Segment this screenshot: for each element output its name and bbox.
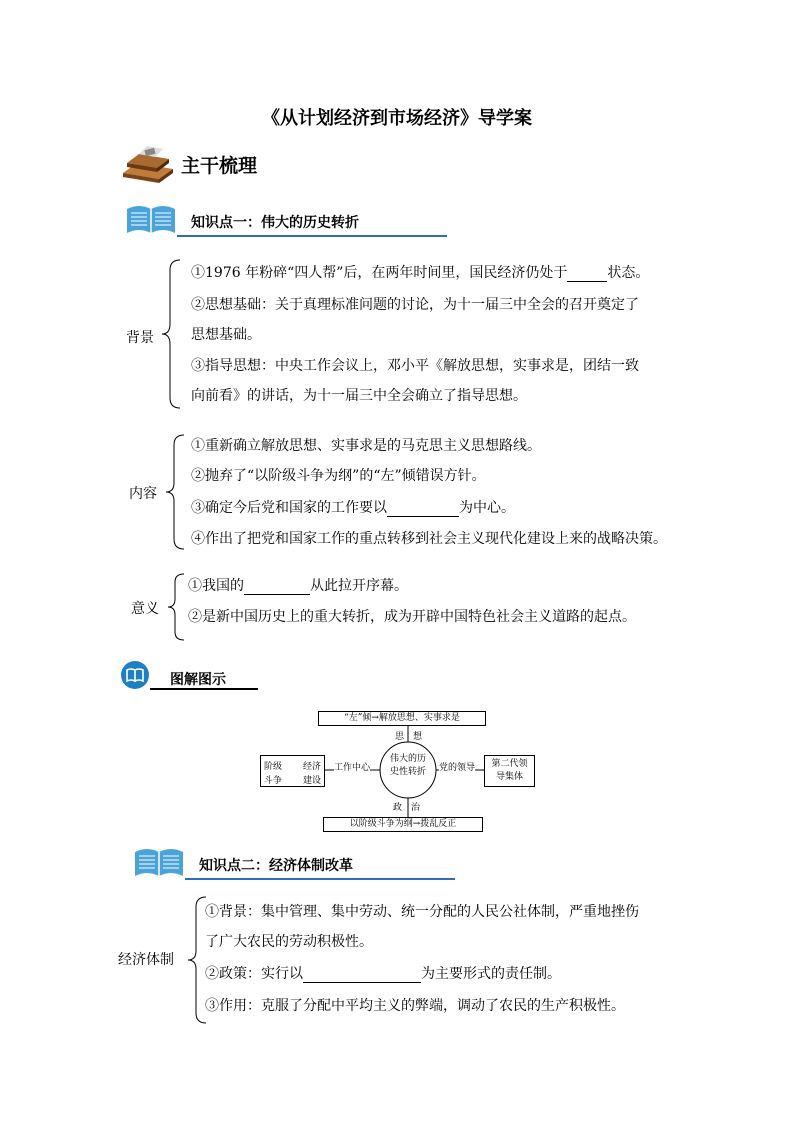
center-text-line-2: 史性转折 xyxy=(389,767,426,777)
background-line-3: 思想基础。 xyxy=(191,327,261,343)
content-line-3: ③确定今后党和国家的工作要以 为中心。 xyxy=(191,500,515,516)
background-line-5: 向前看》的讲话，为十一届三中全会确立了指导思想。 xyxy=(191,388,527,404)
content-label: 内容 xyxy=(129,486,157,502)
content-line-4: ④作出了把党和国家工作的重点转移到社会主义现代化建设上来的战略决策。 xyxy=(191,531,667,547)
politics-tag: 政 治 xyxy=(393,803,421,813)
section-heading: 主干梳理 xyxy=(181,155,258,177)
center-text-line-1: 伟大的历 xyxy=(389,754,426,764)
meaning-brace xyxy=(166,572,186,642)
economy-label: 经济体制 xyxy=(118,952,174,968)
box-text-second-gen: 第二代领 xyxy=(491,759,528,769)
thought-box: “左”倾→解放思想、实事求是 xyxy=(318,711,486,726)
page-title: 《从计划经济到市场经济》导学案 xyxy=(262,108,532,129)
box-text-economy: 经济 xyxy=(303,762,322,772)
content-line-2: ②抛弃了“以阶级斗争为纲”的“左”倾错误方针。 xyxy=(191,468,486,484)
box-text-struggle: 斗争 xyxy=(264,776,283,786)
kp2-underline xyxy=(185,878,455,880)
blank-responsibility[interactable] xyxy=(303,967,421,983)
books-icon xyxy=(119,143,177,185)
leadership-tag: 党的领导 xyxy=(439,760,475,773)
content-brace xyxy=(164,433,186,551)
thought-tag: 思 想 xyxy=(395,732,423,742)
diagram-label: 图解图示 xyxy=(170,672,226,688)
center-text xyxy=(383,753,433,779)
meaning-line-2: ②是新中国历史上的重大转折，成为开辟中国特色社会主义道路的起点。 xyxy=(188,609,636,625)
kp1-underline xyxy=(177,235,447,237)
economy-line-1: ①背景：集中管理、集中劳动、统一分配的人民公社体制，严重地挫伤 xyxy=(205,904,639,920)
content-line-1: ①重新确立解放思想、实事求是的马克思主义思想路线。 xyxy=(191,438,541,454)
economy-line-3: ②政策：实行以 为主要形式的责任制。 xyxy=(205,966,561,982)
politics-box: 以阶级斗争为纲→拨乱反正 xyxy=(323,817,483,832)
background-label: 背景 xyxy=(126,330,154,346)
kp2-label: 知识点二：经济体制改革 xyxy=(199,858,353,874)
economy-line-4: ③作用：克服了分配中平均主义的弊端，调动了农民的生产积极性。 xyxy=(205,998,625,1014)
open-book-icon xyxy=(125,203,177,237)
economy-line-2: 了广大农民的劳动积极性。 xyxy=(205,934,373,950)
leadership-box xyxy=(484,755,535,787)
background-brace xyxy=(160,258,182,410)
background-line-4: ③指导思想：中央工作会议上，邓小平《解放思想，实事求是，团结一致 xyxy=(191,358,639,374)
box-text-construction: 建设 xyxy=(303,776,322,786)
box-text-collective: 导集体 xyxy=(495,772,523,782)
blank-work-center[interactable] xyxy=(387,501,459,517)
background-line-1: ①1976 年粉碎“四人帮”后，在两年时间里，国民经济仍处于 状态。 xyxy=(191,265,650,281)
blank-state[interactable] xyxy=(567,266,607,282)
background-line-2: ②思想基础：关于真理标准问题的讨论，为十一届三中全会的召开奠定了 xyxy=(191,297,639,313)
kp1-label: 知识点一：伟大的历史转折 xyxy=(191,215,359,231)
meaning-line-1: ①我国的 从此拉开序幕。 xyxy=(188,578,408,594)
meaning-label: 意义 xyxy=(131,601,159,617)
work-center-box xyxy=(260,755,325,787)
diagram-underline xyxy=(150,688,258,690)
blank-reform[interactable] xyxy=(244,579,310,595)
book-circle-icon xyxy=(120,660,150,690)
work-center-tag: 工作中心 xyxy=(334,760,370,773)
open-book-icon-2 xyxy=(133,846,185,880)
box-text-class: 阶级 xyxy=(264,762,283,772)
